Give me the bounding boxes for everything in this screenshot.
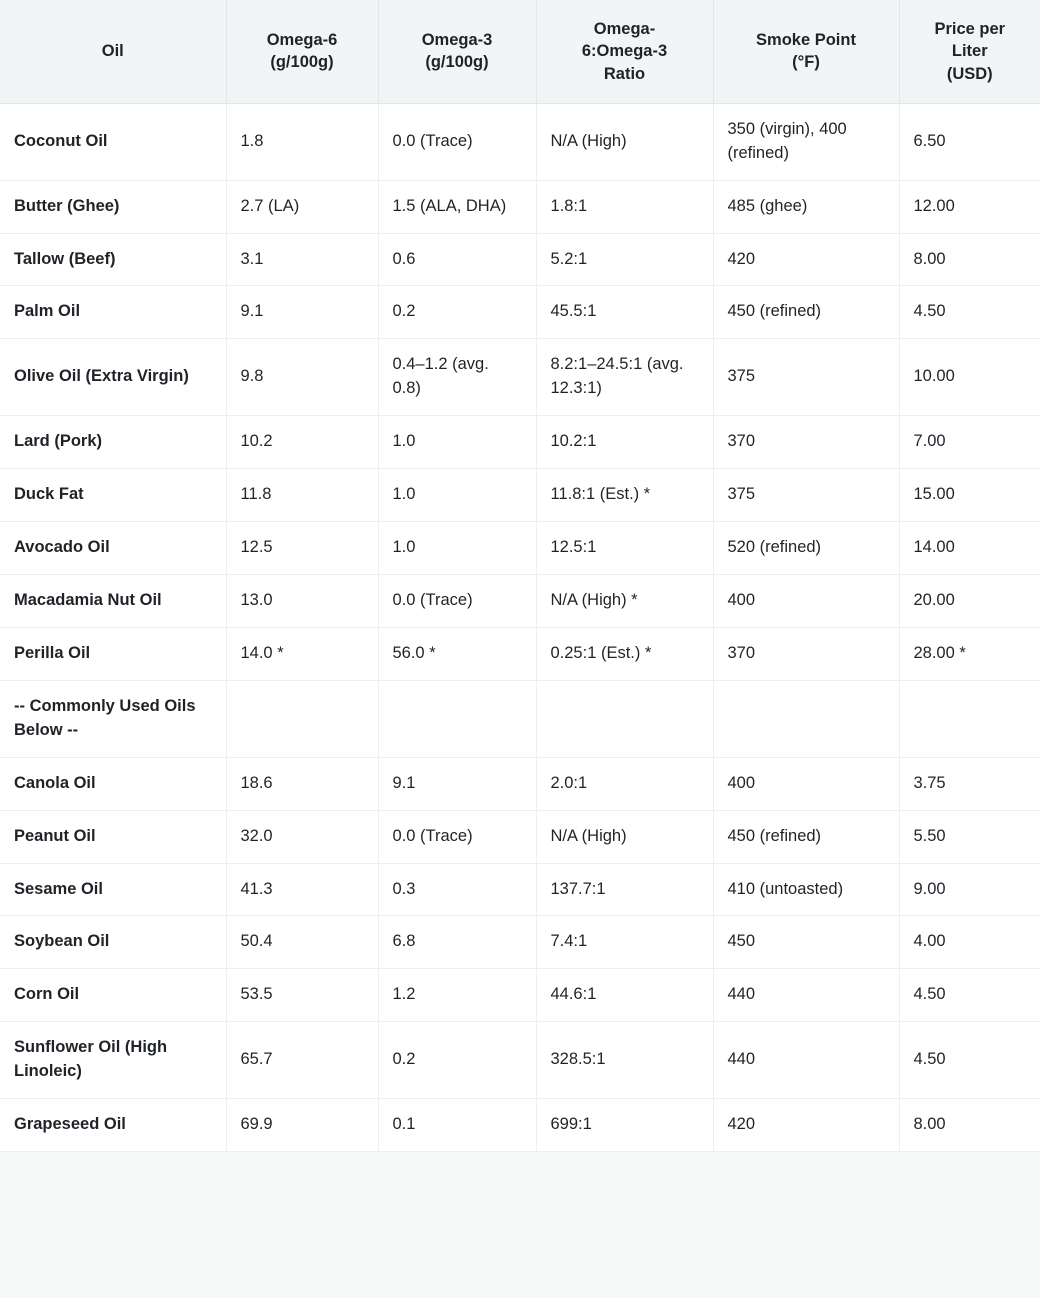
cell-smoke-point: 375	[713, 469, 899, 522]
cell-smoke-point: 420	[713, 1099, 899, 1152]
table-row	[0, 180, 1040, 233]
cell-oil: Avocado Oil	[0, 522, 226, 575]
table-body	[0, 103, 1040, 1151]
cell-price: 8.00	[899, 1099, 1040, 1152]
cell-smoke-point: 370	[713, 416, 899, 469]
cell-ratio: 7.4:1	[536, 916, 713, 969]
column-header-smoke-point	[713, 0, 899, 103]
cell-smoke-point: 520 (refined)	[713, 522, 899, 575]
column-header-ratio-line-2: 6:Omega-3	[581, 42, 668, 61]
cell-omega3: 0.1	[378, 1099, 536, 1152]
cell-price: 7.00	[899, 416, 1040, 469]
column-header-ratio-line-3: Ratio	[603, 64, 646, 83]
cell-smoke-point: 375	[713, 339, 899, 416]
table-row	[0, 863, 1040, 916]
cell-smoke-point: 410 (untoasted)	[713, 863, 899, 916]
cell-smoke-point: 485 (ghee)	[713, 180, 899, 233]
cell-price: 10.00	[899, 339, 1040, 416]
cell-smoke-point: 420	[713, 233, 899, 286]
cell-oil: Perilla Oil	[0, 627, 226, 680]
cell-oil: Tallow (Beef)	[0, 233, 226, 286]
column-header-omega6-line-1: Omega-6	[266, 31, 338, 50]
cell-smoke-point: 440	[713, 969, 899, 1022]
cell-oil: Canola Oil	[0, 757, 226, 810]
cell-omega3: 6.8	[378, 916, 536, 969]
cell-price: 20.00	[899, 575, 1040, 628]
cell-oil: Palm Oil	[0, 286, 226, 339]
cell-price: 12.00	[899, 180, 1040, 233]
cell-omega3: 0.0 (Trace)	[378, 810, 536, 863]
cell-oil: Macadamia Nut Oil	[0, 575, 226, 628]
table-row	[0, 627, 1040, 680]
cell-ratio	[536, 680, 713, 757]
cell-ratio: 0.25:1 (Est.) *	[536, 627, 713, 680]
cell-omega3: 0.2	[378, 1022, 536, 1099]
cell-ratio: 10.2:1	[536, 416, 713, 469]
table-row	[0, 469, 1040, 522]
cell-ratio: 8.2:1–24.5:1 (avg. 12.3:1)	[536, 339, 713, 416]
cell-oil: Lard (Pork)	[0, 416, 226, 469]
cell-omega3: 0.2	[378, 286, 536, 339]
cell-smoke-point	[713, 680, 899, 757]
cell-ratio: N/A (High) *	[536, 575, 713, 628]
cell-omega6: 53.5	[226, 969, 378, 1022]
column-header-oil-line-1: Oil	[101, 42, 124, 61]
cell-omega3: 9.1	[378, 757, 536, 810]
cell-price: 4.00	[899, 916, 1040, 969]
column-header-ratio	[536, 0, 713, 103]
cell-omega6: 3.1	[226, 233, 378, 286]
table-row	[0, 1099, 1040, 1152]
cell-smoke-point: 450 (refined)	[713, 286, 899, 339]
cell-oil: Olive Oil (Extra Virgin)	[0, 339, 226, 416]
cell-omega6: 9.1	[226, 286, 378, 339]
cell-price: 4.50	[899, 969, 1040, 1022]
cell-oil: Grapeseed Oil	[0, 1099, 226, 1152]
column-header-omega3	[378, 0, 536, 103]
table-row	[0, 103, 1040, 180]
column-header-smoke-point-line-2: (°F)	[792, 53, 820, 72]
cell-ratio: 44.6:1	[536, 969, 713, 1022]
cell-price: 14.00	[899, 522, 1040, 575]
cell-omega6: 10.2	[226, 416, 378, 469]
table-row	[0, 233, 1040, 286]
cell-ratio: N/A (High)	[536, 810, 713, 863]
cell-ratio: 328.5:1	[536, 1022, 713, 1099]
column-header-ratio-line-1: Omega-	[593, 20, 656, 38]
cell-price: 6.50	[899, 103, 1040, 180]
cell-oil: Peanut Oil	[0, 810, 226, 863]
cell-omega3: 1.0	[378, 469, 536, 522]
cell-omega6: 50.4	[226, 916, 378, 969]
table-row	[0, 757, 1040, 810]
cell-omega6: 9.8	[226, 339, 378, 416]
cell-omega3: 1.0	[378, 522, 536, 575]
cell-ratio: 11.8:1 (Est.) *	[536, 469, 713, 522]
cell-ratio: 45.5:1	[536, 286, 713, 339]
cell-ratio: 2.0:1	[536, 757, 713, 810]
cell-smoke-point: 370	[713, 627, 899, 680]
cell-omega3: 0.3	[378, 863, 536, 916]
cell-smoke-point: 450 (refined)	[713, 810, 899, 863]
cell-omega3: 0.0 (Trace)	[378, 575, 536, 628]
table-row	[0, 575, 1040, 628]
column-header-omega3-line-1: Omega-3	[421, 31, 493, 50]
cell-omega6	[226, 680, 378, 757]
table-row	[0, 969, 1040, 1022]
cell-ratio: N/A (High)	[536, 103, 713, 180]
cell-ratio: 12.5:1	[536, 522, 713, 575]
cell-omega6: 12.5	[226, 522, 378, 575]
column-header-smoke-point-line-1: Smoke Point	[756, 31, 856, 50]
cell-omega6: 1.8	[226, 103, 378, 180]
cell-oil: Coconut Oil	[0, 103, 226, 180]
cell-omega3: 1.5 (ALA, DHA)	[378, 180, 536, 233]
cell-omega6: 69.9	[226, 1099, 378, 1152]
cell-smoke-point: 450	[713, 916, 899, 969]
cell-omega3: 1.0	[378, 416, 536, 469]
column-header-price-line-1: Price per	[934, 20, 1006, 38]
column-header-omega6	[226, 0, 378, 103]
cell-omega6: 65.7	[226, 1022, 378, 1099]
cell-omega6: 13.0	[226, 575, 378, 628]
cell-price: 9.00	[899, 863, 1040, 916]
cell-oil: Sesame Oil	[0, 863, 226, 916]
table-row	[0, 416, 1040, 469]
cell-omega6: 41.3	[226, 863, 378, 916]
cell-ratio: 5.2:1	[536, 233, 713, 286]
table-row	[0, 810, 1040, 863]
cell-oil: Butter (Ghee)	[0, 180, 226, 233]
cell-price	[899, 680, 1040, 757]
cell-oil: -- Commonly Used Oils Below --	[0, 680, 226, 757]
cell-price: 15.00	[899, 469, 1040, 522]
cell-price: 4.50	[899, 1022, 1040, 1099]
table-header	[0, 0, 1040, 103]
cell-omega6: 14.0 *	[226, 627, 378, 680]
cell-omega6: 18.6	[226, 757, 378, 810]
cell-oil: Soybean Oil	[0, 916, 226, 969]
cell-price: 8.00	[899, 233, 1040, 286]
cell-omega3: 0.0 (Trace)	[378, 103, 536, 180]
table-row	[0, 522, 1040, 575]
cell-price: 4.50	[899, 286, 1040, 339]
table-row	[0, 916, 1040, 969]
cell-omega3: 0.6	[378, 233, 536, 286]
table-row	[0, 1022, 1040, 1099]
cell-oil: Duck Fat	[0, 469, 226, 522]
column-header-oil	[0, 0, 226, 103]
cell-ratio: 1.8:1	[536, 180, 713, 233]
cell-smoke-point: 400	[713, 757, 899, 810]
column-header-price-line-2: Liter	[951, 42, 988, 61]
cell-omega6: 2.7 (LA)	[226, 180, 378, 233]
cell-smoke-point: 440	[713, 1022, 899, 1099]
cell-omega3	[378, 680, 536, 757]
cell-smoke-point: 350 (virgin), 400 (refined)	[713, 103, 899, 180]
table-header-row	[0, 0, 1040, 103]
cell-omega6: 11.8	[226, 469, 378, 522]
table-row	[0, 680, 1040, 757]
cell-omega6: 32.0	[226, 810, 378, 863]
cell-ratio: 699:1	[536, 1099, 713, 1152]
column-header-omega3-line-2: (g/100g)	[425, 53, 489, 72]
cell-oil: Sunflower Oil (High Linoleic)	[0, 1022, 226, 1099]
cell-price: 3.75	[899, 757, 1040, 810]
column-header-price-line-3: (USD)	[946, 64, 993, 83]
cell-ratio: 137.7:1	[536, 863, 713, 916]
table-row	[0, 286, 1040, 339]
cell-price: 28.00 *	[899, 627, 1040, 680]
column-header-omega6-line-2: (g/100g)	[270, 53, 334, 72]
cell-oil: Corn Oil	[0, 969, 226, 1022]
cell-omega3: 1.2	[378, 969, 536, 1022]
cell-omega3: 56.0 *	[378, 627, 536, 680]
cell-omega3: 0.4–1.2 (avg. 0.8)	[378, 339, 536, 416]
cell-price: 5.50	[899, 810, 1040, 863]
table-row	[0, 339, 1040, 416]
column-header-price	[899, 0, 1040, 103]
cell-smoke-point: 400	[713, 575, 899, 628]
